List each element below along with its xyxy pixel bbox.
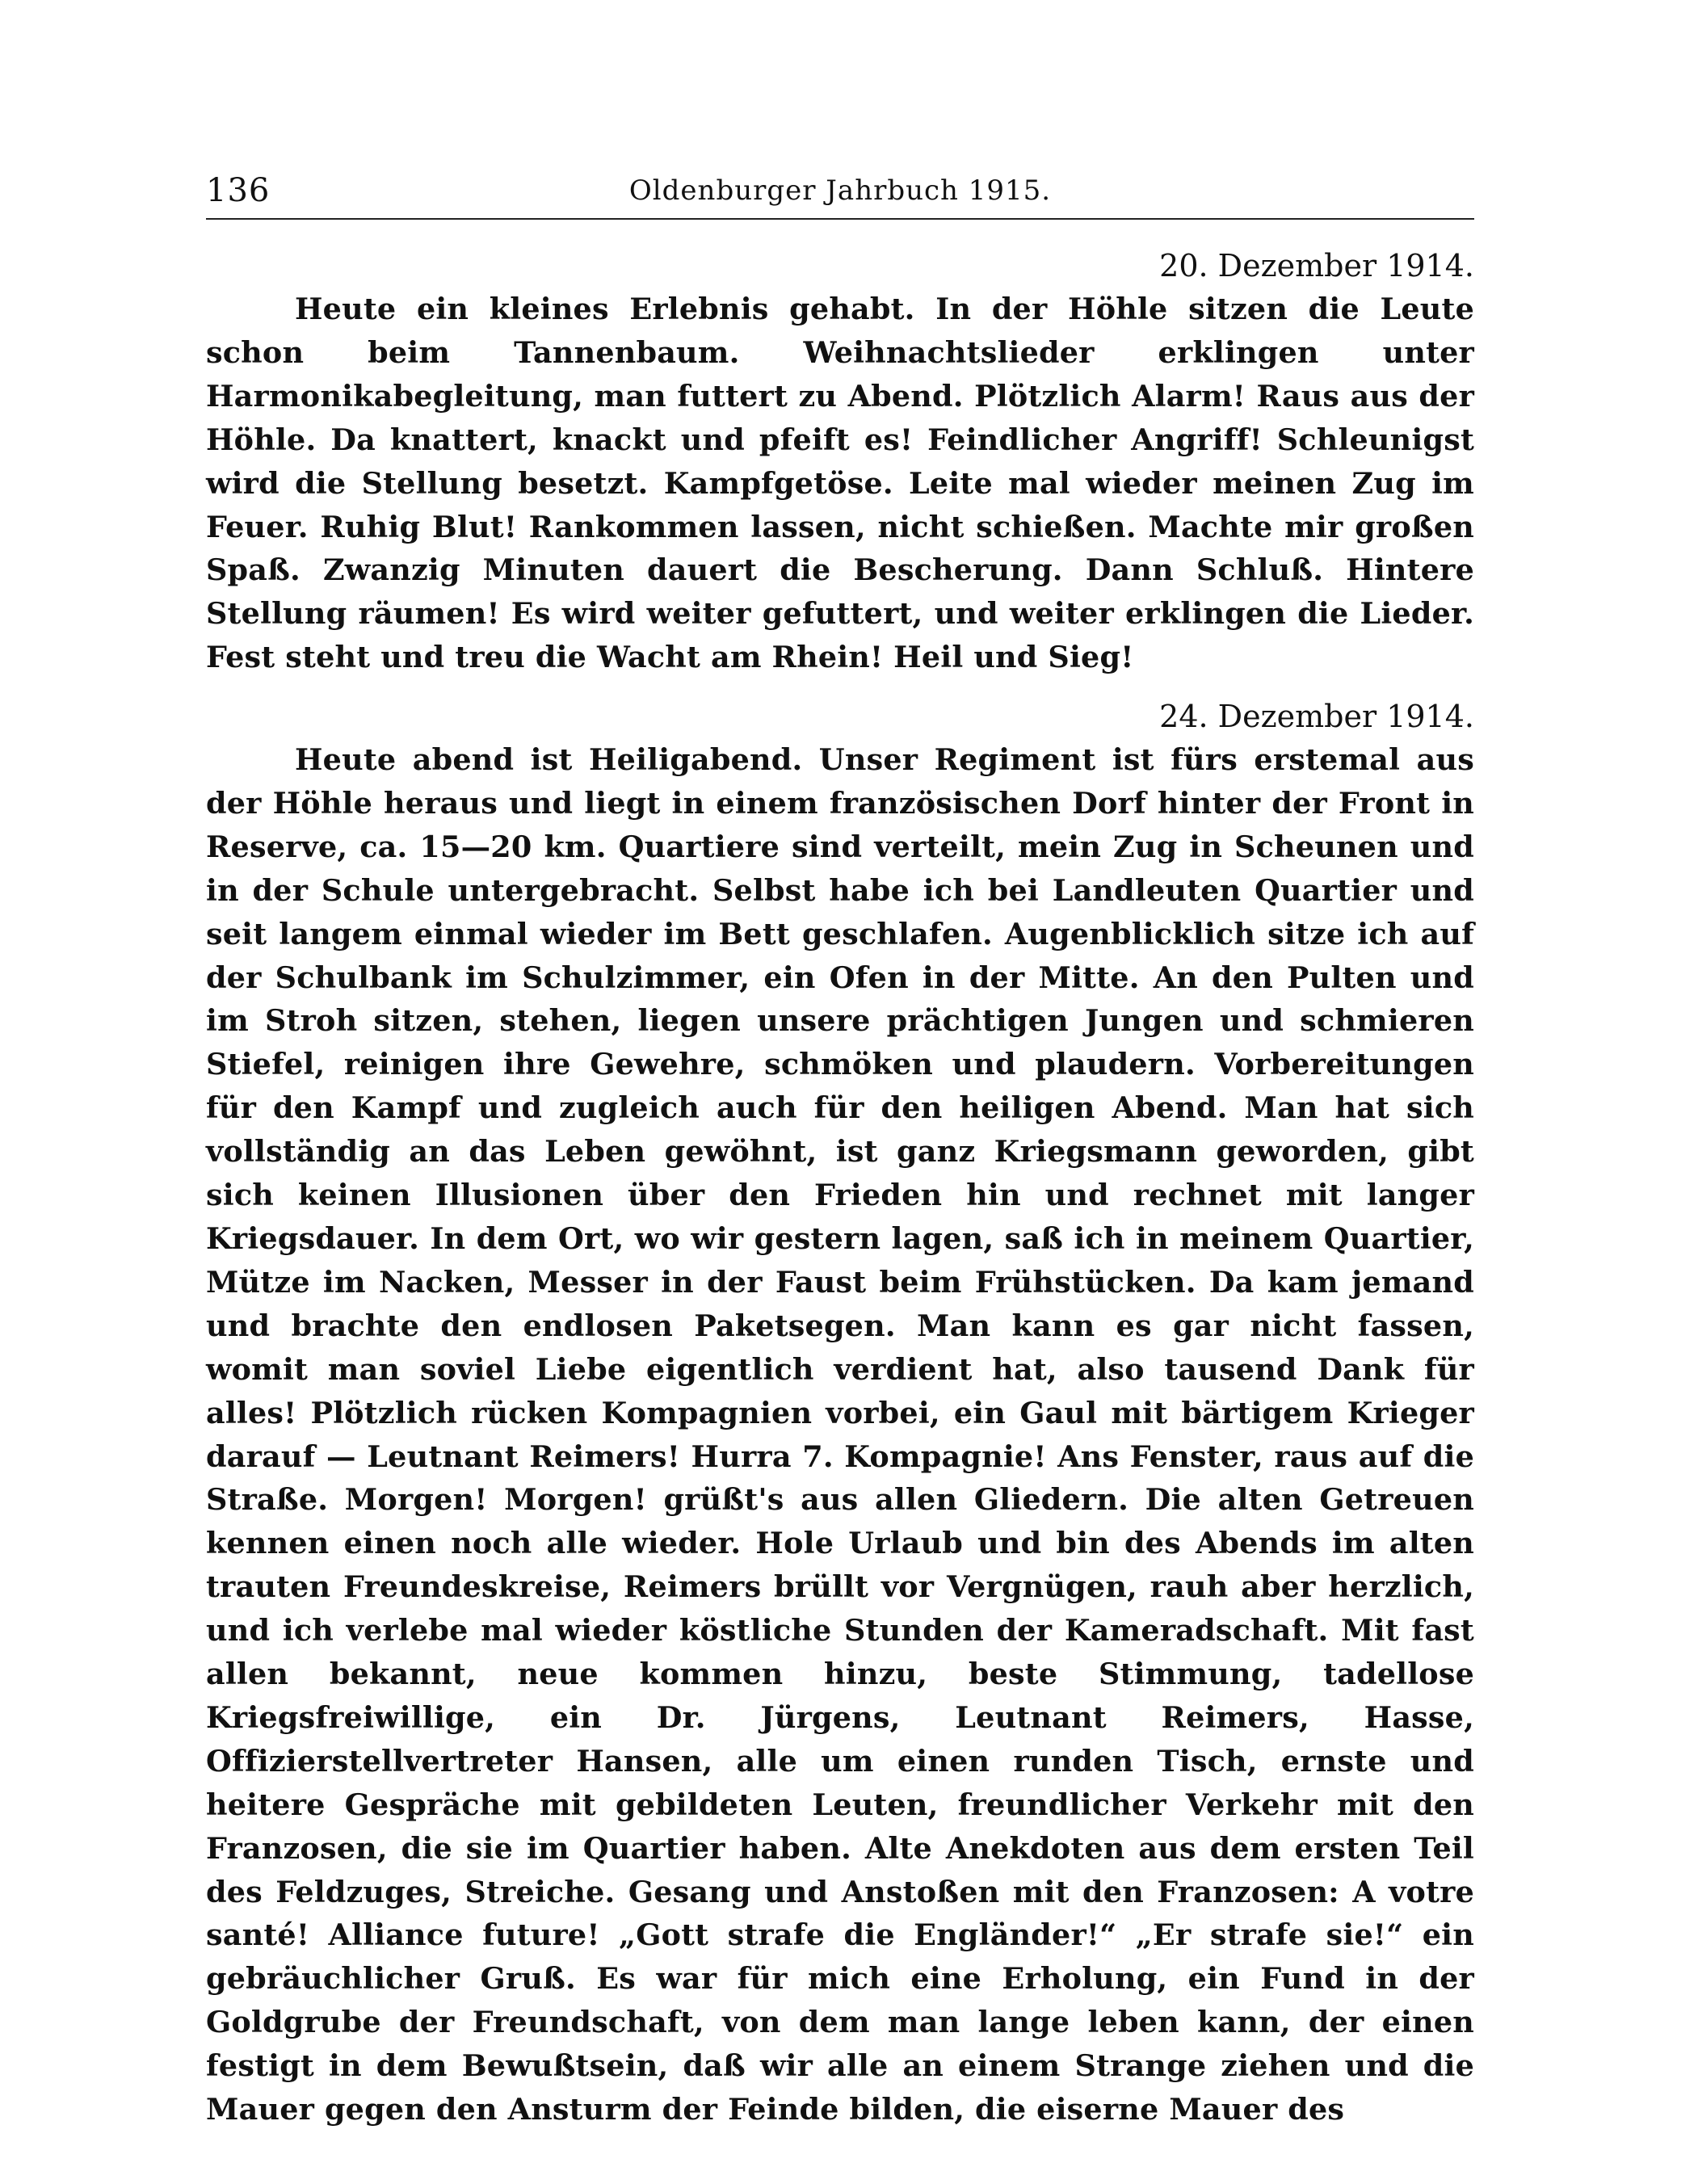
diary-entry [206,244,1474,679]
running-title: Oldenburger Jahrbuch 1915. [628,174,1052,207]
entry-text: Heute ein kleines Erlebnis gehabt. In der Höhle sitzen die Leute schon beim Tannenbaum. Weihnachtslieder erklingen unter Harmonikabegleitung, man futtert zu Abend. Plötzlich Alarm! Raus aus der Höhle. Da knattert, knackt und pfeift es! Feindlicher Angriff! Schleunigst wird die Stellung besetzt. Kampfgetöse. Leite mal wieder meinen Zug im Feuer. Ruhig Blut! Rankommen lassen, nicht schießen. Machte mir großen Spaß. Zwanzig Minuten dauert die Bescherung. Dann Schluß. Hintere Stellung räumen! Es wird weiter gefuttert, und weiter erklingen die Lieder. Fest steht und treu die Wacht am Rhein! Heil und Sieg! [206,292,1474,675]
page-number: 136 [206,172,271,209]
entry-text: Heute abend ist Heiligabend. Unser Regiment ist fürs erstemal aus der Höhle heraus und liegt in einem französischen Dorf hinter der Front in Reserve, ca. 15—20 km. Quartiere sind verteilt, mein Zug in Scheunen und in der Schule untergebracht. Selbst habe ich bei Landleuten Quartier und seit langem einmal wieder im Bett geschlafen. Augenblicklich sitze ich auf der Schulbank im Schulzimmer, ein Ofen in der Mitte. An den Pulten und im Stroh sitzen, stehen, liegen unsere prächtigen Jungen und schmieren Stiefel, reinigen ihre Gewehre, schmöken und plaudern. Vorbereitungen für den Kampf und zugleich auch für den heiligen Abend. Man hat sich vollständig an das Leben gewöhnt, ist ganz Kriegsmann geworden, gibt sich keinen Illusionen über den Frieden hin und rechnet mit langer Kriegsdauer. In dem Ort, wo wir gestern lagen, saß ich in meinem Quartier, Mütze im Nacken, Messer in der Faust beim Frühstücken. Da kam jemand und brachte den endlosen Paketsegen. Man kann es gar nicht fassen, womit man soviel Liebe eigentlich verdient hat, also tausend Dank für alles! Plötzlich rücken Kompagnien vorbei, ein Gaul mit bärtigem Krieger darauf — Leutnant Reimers! Hurra 7. Kompagnie! Ans Fenster, raus auf die Straße. Morgen! Morgen! grüßt's aus allen Gliedern. Die alten Getreuen kennen einen noch alle wieder. Hole Urlaub und bin des Abends im alten trauten Freundeskreise, Reimers brüllt vor Vergnügen, rauh aber herzlich, und ich verlebe mal wieder köstliche Stunden der Kameradschaft. Mit fast allen bekannt, neue kommen hinzu, beste Stimmung, tadellose Kriegsfreiwillige, ein Dr. Jürgens, Leutnant Reimers, Hasse, Offizierstellvertreter Hansen, alle um einen runden Tisch, ernste und heitere Gespräche mit gebildeten Leuten, freundlicher Verkehr mit den Franzosen, die sie im Quartier haben. Alte Anekdoten aus dem ersten Teil des Feldzuges, Streiche. Gesang und Anstoßen mit den Franzosen: A votre santé! Alliance future! „Gott strafe die Engländer!“ „Er strafe sie!“ ein gebräuchlicher Gruß. Es war für mich eine Erholung, ein Fund in der Goldgrube der Freundschaft, von dem man lange leben kann, der einen festigt in dem Bewußtsein, daß wir alle an einem Strange ziehen und die Mauer gegen den Ansturm der Feinde bilden, die eiserne Mauer des [206,742,1474,2127]
page-header [206,166,1474,223]
entry-date: 20. Dezember 1914. [1159,248,1474,284]
header-rule [206,218,1474,220]
diary-entry [206,695,1474,2132]
entry-date: 24. Dezember 1914. [1159,699,1474,734]
